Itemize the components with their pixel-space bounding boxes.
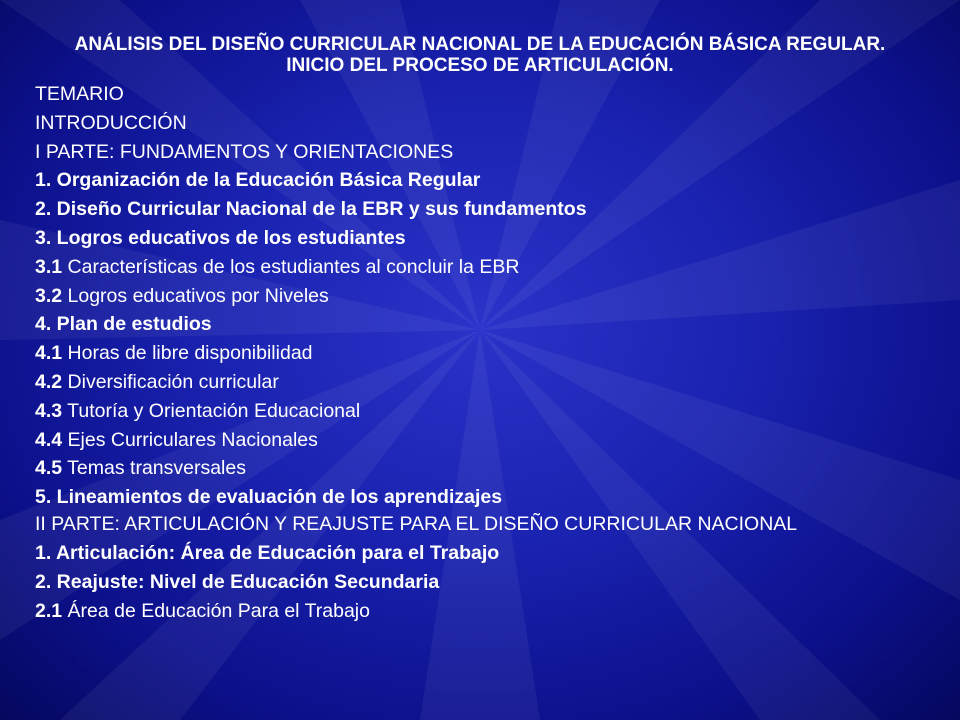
item-number: 2.1 [35, 599, 63, 622]
item-number: 4.4 [35, 428, 63, 451]
item-number: 3.1 [35, 255, 63, 278]
agenda-item-4-5 [35, 454, 922, 483]
agenda-p2-item-2: 2. Reajuste: Nivel de Educación Secundaria [35, 570, 440, 593]
agenda-item-1: 1. Organización de la Educación Básica Regular [35, 169, 481, 192]
agenda-item-2: 2. Diseño Curricular Nacional de la EBR y sus fundamentos [35, 198, 587, 221]
item-text: Logros educativos por Niveles [62, 284, 329, 307]
agenda-item-4-2 [35, 368, 922, 397]
agenda-item-4-3 [35, 397, 922, 426]
item-text: Diversificación curricular [62, 370, 279, 393]
agenda-introduccion: INTRODUCCIÓN [35, 111, 187, 134]
item-text: Área de Educación Para el Trabajo [62, 599, 370, 622]
agenda-item-3-2 [35, 282, 922, 311]
agenda-item-3: 3. Logros educativos de los estudiantes [35, 226, 406, 249]
agenda-p2-item-1: 1. Articulación: Área de Educación para el Trabajo [35, 541, 500, 564]
agenda-item-4-1 [35, 339, 922, 368]
item-number: 4.2 [35, 370, 63, 393]
item-text: Tutoría y Orientación Educacional [62, 399, 361, 422]
agenda-item-3-1 [35, 253, 922, 282]
agenda-item-5: 5. Lineamientos de evaluación de los aprendizajes [35, 486, 503, 509]
agenda-list [35, 80, 922, 625]
item-text: Horas de libre disponibilidad [62, 342, 313, 365]
item-number: 3.2 [35, 284, 63, 307]
agenda-parte-1: I PARTE: FUNDAMENTOS Y ORIENTACIONES [35, 140, 454, 163]
agenda-item-4-4 [35, 426, 922, 455]
agenda-item-4: 4. Plan de estudios [35, 313, 212, 336]
item-text: Temas transversales [62, 457, 246, 480]
item-number: 4.1 [35, 342, 63, 365]
agenda-parte-2: II PARTE: ARTICULACIÓN Y REAJUSTE PARA EL DISEÑO CURRICULAR NACIONAL [35, 512, 798, 535]
item-text: Ejes Curriculares Nacionales [62, 428, 318, 451]
item-number: 4.3 [35, 399, 63, 422]
agenda-p2-item-2-1 [35, 597, 922, 626]
item-number: 4.5 [35, 457, 63, 480]
agenda-temario: TEMARIO [35, 83, 124, 105]
slide-title: ANÁLISIS DEL DISEÑO CURRICULAR NACIONAL DE LA EDUCACIÓN BÁSICA REGULAR. INICIO DEL PROCESO DE ARTICULACIÓN. [74, 34, 886, 76]
item-text: Características de los estudiantes al concluir la EBR [62, 255, 520, 278]
